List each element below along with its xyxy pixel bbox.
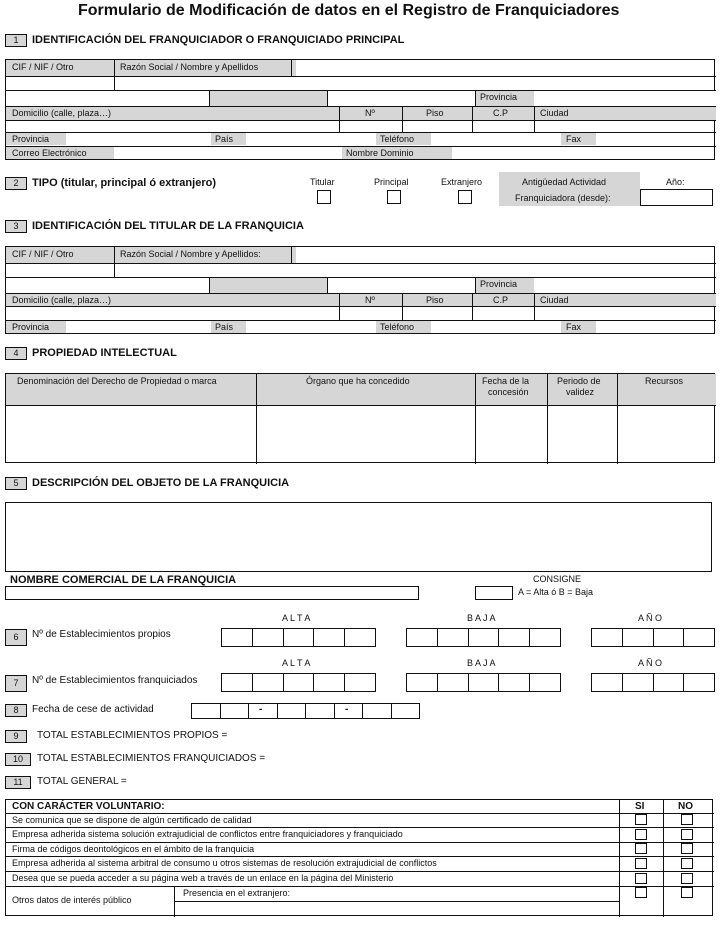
si-checkbox-4[interactable] [635,858,647,869]
row-otros-datos: Otros datos de interés público [12,895,132,905]
total-general-label: TOTAL GENERAL = [37,776,127,787]
section-number-7: 7 [5,675,27,692]
no-checkbox-1[interactable] [681,814,693,825]
no-header: NO [678,801,693,812]
consigne-help: A = Alta ó B = Baja [518,587,594,597]
section-number-2: 2 [5,177,27,190]
row-codigos-deontologicos: Firma de códigos deontológicos en el ámbito de la franquicia [12,844,255,854]
no-checkbox-2[interactable] [681,829,693,840]
cif-label: CIF / NIF / Otro [12,62,74,72]
col-denominacion: Denominación del Derecho de Propiedad o marca [17,376,217,386]
anio-header-6: A Ñ O [638,613,663,623]
section-3-table [5,246,715,334]
fax-label-3: Fax [566,322,582,332]
antiguedad-label-1: Antigüedad Actividad [522,177,607,187]
baja-header-7: B A J A [467,658,496,668]
establecimientos-propios-label: Nº de Establecimientos propios [32,629,171,640]
row-solucion-extrajudicial: Empresa adherida sistema solución extrajudicial de conflictos entre franquiciadores y franquiciado [12,829,403,839]
section-4-heading: PROPIEDAD INTELECTUAL [32,347,177,359]
page-title: Formulario de Modificación de datos en el Registro de Franquiciadores [78,2,620,19]
fecha-cese-input[interactable] [191,703,420,719]
section-number-9: 9 [5,730,27,743]
anio-header-7: A Ñ O [638,658,663,668]
domicilio-label-3: Domicilio (calle, plaza…) [12,295,112,305]
fax-label: Fax [566,134,582,144]
col-periodo-2: validez [566,387,595,397]
dominio-label: Nombre Dominio [346,148,414,158]
baja-propios-input[interactable] [406,628,561,647]
section-4-table [5,373,715,463]
section-5-heading: DESCRIPCIÓN DEL OBJETO DE LA FRANQUICIA [32,477,290,489]
si-checkbox-5[interactable] [635,873,647,884]
section-number-8: 8 [5,704,27,717]
col-periodo-1: Periodo de [557,376,601,386]
fecha-cese-label: Fecha de cese de actividad [32,704,154,715]
principal-checkbox[interactable] [387,190,401,204]
row-sistema-arbitral: Empresa adherida al sistema arbitral de consumo u otros sistemas de resolución extrajudicial de conflictos [12,858,437,868]
col-organo: Órgano que ha concedido [306,376,410,386]
alta-header-7: A L T A [282,658,311,668]
si-checkbox-3[interactable] [635,843,647,854]
razon-social-label: Razón Social / Nombre y Apellidos [120,62,259,72]
no-checkbox-5[interactable] [681,873,693,884]
numero-label-3: Nº [365,295,375,305]
cp-label-3: C.P [493,295,509,305]
anio-propios-input[interactable] [591,628,715,647]
no-checkbox-3[interactable] [681,843,693,854]
anio-label: Año: [666,177,685,187]
nombre-comercial-label: NOMBRE COMERCIAL DE LA FRANQUICIA [10,574,237,586]
section-number-3: 3 [5,220,27,233]
anio-franquiciados-input[interactable] [591,673,715,692]
provincia2-label: Provincia [12,134,50,144]
provincia-label: Provincia [480,92,518,102]
voluntario-heading: CON CARÁCTER VOLUNTARIO: [12,801,165,812]
fecha-dash-2: - [345,704,349,715]
total-propios-label: TOTAL ESTABLECIMIENTOS PROPIOS = [37,730,228,741]
provincia2-label-3: Provincia [12,322,50,332]
establecimientos-franquiciados-label: Nº de Establecimientos franquiciados [32,675,198,686]
ciudad-label-3: Ciudad [540,295,569,305]
si-checkbox-1[interactable] [635,814,647,825]
antiguedad-label-2: Franquiciadora (desde): [515,193,611,203]
cif-label-3: CIF / NIF / Otro [12,249,74,259]
descripcion-textarea[interactable] [5,502,712,572]
no-checkbox-4[interactable] [681,858,693,869]
principal-label: Principal [374,177,409,187]
section-number-10: 10 [5,753,31,766]
row-certificado: Se comunica que se dispone de algún certificado de calidad [12,815,252,825]
col-fecha-2: concesión [488,387,529,397]
piso-label-3: Piso [426,295,444,305]
si-checkbox-6[interactable] [635,887,647,898]
extranjero-checkbox[interactable] [458,190,472,204]
anio-input[interactable] [640,189,713,206]
row-pagina-web: Desea que se pueda acceder a su página web a través de un enlace en la página del Ministerio [12,873,394,883]
telefono-label: Teléfono [380,134,415,144]
consigne-input[interactable] [475,586,513,600]
piso-label: Piso [426,108,444,118]
telefono-label-3: Teléfono [380,322,415,332]
baja-header-6: B A J A [467,613,496,623]
section-3-heading: IDENTIFICACIÓN DEL TITULAR DE LA FRANQUICIA [32,220,304,232]
alta-header-6: A L T A [282,613,311,623]
pais-label: País [215,134,234,144]
col-recursos: Recursos [645,376,684,386]
alta-propios-input[interactable] [221,628,376,647]
section-number-1: 1 [5,34,27,47]
alta-franquiciados-input[interactable] [221,673,376,692]
section-number-11: 11 [5,776,31,789]
total-franquiciados-label: TOTAL ESTABLECIMIENTOS FRANQUICIADOS = [37,753,266,764]
cp-label: C.P [493,108,509,118]
titular-checkbox[interactable] [317,190,331,204]
fecha-dash-1: - [259,704,263,715]
domicilio-label: Domicilio (calle, plaza…) [12,108,112,118]
consigne-label: CONSIGNE [533,574,582,584]
pais-label-3: País [215,322,234,332]
section-number-6: 6 [5,629,27,646]
numero-label: Nº [365,108,375,118]
section-1-table [5,59,715,160]
provincia-label-3: Provincia [480,279,518,289]
col-fecha-1: Fecha de la [482,376,530,386]
si-header: SI [635,801,645,812]
razon-social-label-3: Razón Social / Nombre y Apellidos: [120,249,261,259]
section-number-4: 4 [5,347,27,360]
section-2-heading: TIPO (titular, principal ó extranjero) [32,177,216,189]
extranjero-label: Extranjero [441,177,483,187]
section-1-heading: IDENTIFICACIÓN DEL FRANQUICIADOR O FRANQUICIADO PRINCIPAL [32,34,405,46]
baja-franquiciados-input[interactable] [406,673,561,692]
no-checkbox-6[interactable] [681,887,693,898]
si-checkbox-2[interactable] [635,829,647,840]
correo-label: Correo Electrónico [12,148,87,158]
presencia-extranjero-label: Presencia en el extranjero: [183,888,291,898]
titular-label: Titular [310,177,335,187]
ciudad-label: Ciudad [540,108,569,118]
section-number-5: 5 [5,477,27,490]
nombre-comercial-input[interactable] [5,586,419,600]
voluntario-table [5,799,713,916]
